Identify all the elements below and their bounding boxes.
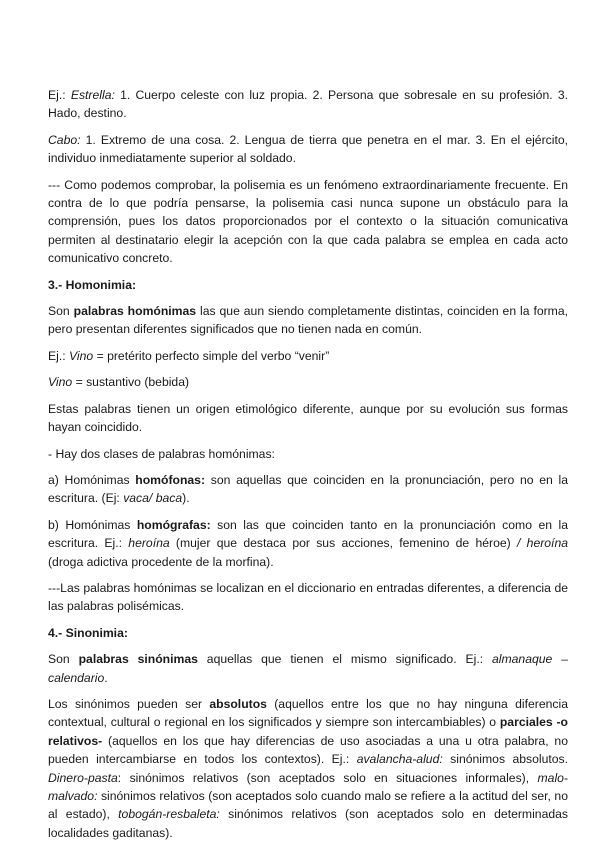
text-span: (droga adictiva procedente de la morfina). xyxy=(48,554,274,569)
italic-example: tobogán-resbaleta: xyxy=(118,807,220,822)
example-estrella xyxy=(48,86,568,123)
italic-example: malo-malvado: xyxy=(48,770,568,803)
polysemy-note: --- Como podemos comprobar, la polisemia es un fenómeno extraordinariamente frecuente. En contra de lo que podría pensarse, la polisemia casi nunca supone un obstáculo para la comprensión, pues los datos proporcionados por el contexto o la situación comunicativa permiten al destinatario elegir la acepción con la que cada palabra se emplea en cada acto comunicativo concreto. xyxy=(48,177,568,266)
bold-term: palabras homónimas xyxy=(73,304,197,319)
text-span: son las que coinciden tanto en la pronunciación como en la escritura. Ej.: xyxy=(48,517,568,551)
example-vino-verb xyxy=(48,347,568,365)
text-span: ). xyxy=(182,491,190,506)
example-word: Estrella: xyxy=(70,88,115,102)
text-span: sinónimos relativos (son aceptados solo en determinadas localidades gaditanas). xyxy=(48,807,569,840)
bold-term: absolutos xyxy=(209,696,267,711)
text-span: Los sinónimos pueden ser xyxy=(48,696,210,711)
bold-term: homófonas: xyxy=(135,472,206,487)
example-word: Vino xyxy=(69,348,94,363)
example-definition: = pretérito perfecto simple del verbo “venir” xyxy=(93,348,330,363)
text-span: (mujer que destaca por sus acciones, femenino de héroe) xyxy=(169,536,517,551)
text-span: : sinónimos relativos (son aceptados solo en situaciones informales), xyxy=(117,770,538,785)
text-span: (aquellos en los que hay diferencias de uso asociadas a una u otra palabra, no pueden intercambiarse en todos los contextos). Ej.: xyxy=(48,733,568,767)
example-word: Cabo: xyxy=(48,132,81,147)
text-span: sinónimos absolutos. xyxy=(442,752,569,767)
example-vino-noun xyxy=(48,373,568,391)
homografas-definition xyxy=(48,516,568,571)
etymology-note: Estas palabras tienen un origen etimológico diferente, aunque por su evolución sus formas hayan coincidido. xyxy=(48,401,568,435)
bold-term: homógrafas: xyxy=(136,517,211,532)
text-span: (aquellos entre los que no hay ninguna diferencia contextual, cultural o regional en los significados y siempre son intercambiables) o xyxy=(48,696,568,730)
text-span: las que aun siendo completamente distintas, coinciden en la forma, pero presentan diferentes significados que no tienen nada en común. xyxy=(48,304,568,337)
document-page xyxy=(48,86,568,850)
bold-term: parciales -o relativos- xyxy=(48,715,568,748)
synonym-types xyxy=(48,695,568,842)
example-prefix: Ej.: xyxy=(48,348,69,363)
text-span: aquellas que tienen el mismo significado. Ej.: xyxy=(197,652,493,667)
text-span: Son xyxy=(48,304,74,319)
homonym-definition xyxy=(48,302,568,339)
section-heading-sinonimia: 4.- Sinonimia: xyxy=(48,625,128,640)
text-span: b) Homónimas xyxy=(48,517,137,532)
italic-example: / heroína xyxy=(517,536,569,551)
example-cabo xyxy=(48,131,568,168)
text-span: . xyxy=(104,670,108,685)
italic-example: heroína xyxy=(128,536,170,551)
synonym-definition xyxy=(48,650,568,687)
example-prefix: Ej.: xyxy=(48,88,71,102)
example-definition: = sustantivo (bebida) xyxy=(72,375,190,390)
homonym-classes-intro: - Hay dos clases de palabras homónimas: xyxy=(48,446,275,461)
dictionary-note: ---Las palabras homónimas se localizan en el diccionario en entradas diferentes, a diferencia de las palabras polisémicas. xyxy=(48,580,568,614)
example-definition: 1. Extremo de una cosa. 2. Lengua de tierra que penetra en el mar. 3. En el ejército, individuo inmediatamente superior al soldado. xyxy=(48,132,568,166)
example-definition: 1. Cuerpo celeste con luz propia. 2. Persona que sobresale en su profesión. 3. Hado, destino. xyxy=(48,88,568,121)
text-span: son aquellas que coinciden en la pronunciación, pero no en la escritura. (Ej: xyxy=(48,472,568,506)
italic-example: avalancha-alud: xyxy=(356,752,443,767)
italic-example: vaca/ baca xyxy=(123,491,183,506)
homofonas-definition xyxy=(48,471,568,508)
section-heading-homonimia: 3.- Homonimia: xyxy=(48,277,137,292)
text-span: Son xyxy=(48,652,79,667)
text-span: a) Homónimas xyxy=(48,472,136,487)
example-word: Vino xyxy=(48,375,73,390)
italic-example: Dinero-pasta xyxy=(48,770,118,785)
bold-term: palabras sinónimas xyxy=(78,652,198,667)
italic-example: almanaque – calendario xyxy=(48,652,569,685)
text-span: sinónimos relativos (son aceptados solo cuando malo se refiere a la actitud del ser, no al estado), xyxy=(48,789,568,822)
